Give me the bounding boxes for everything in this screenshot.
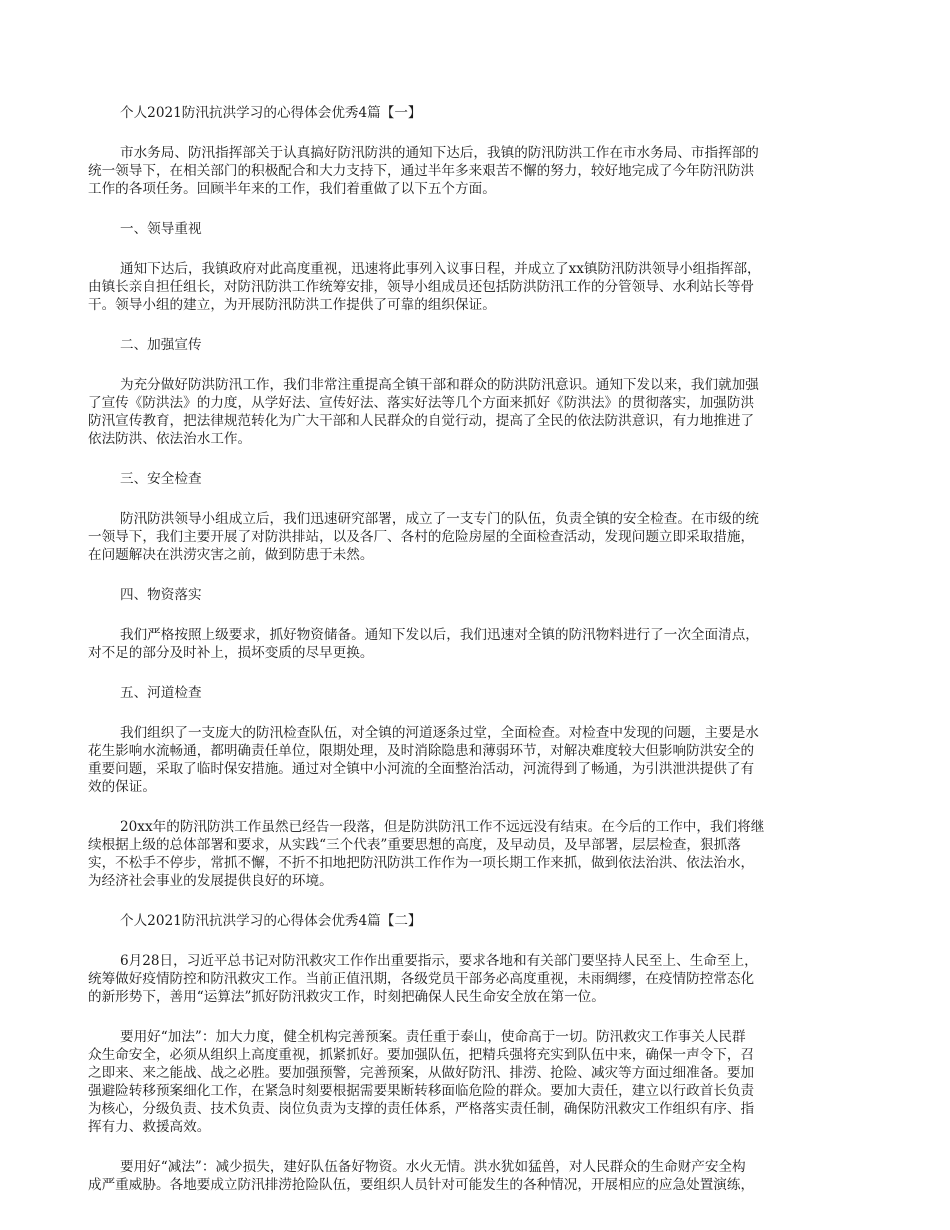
section-title: 个人2021防汛抗洪学习的心得体会优秀4篇【一】 xyxy=(120,105,422,121)
paragraph-line: 依法防洪、依法治水工作。 xyxy=(88,431,252,447)
paragraph-line: 花生影响水流畅通，都明确责任单位，限期处理，及时消除隐患和薄弱环节，对解决难度较大但影响防洪安全的 xyxy=(88,743,755,759)
paragraph-line: 我们组织了一支庞大的防汛检查队伍，对全镇的河道逐条过堂，全面检查。对检查中发现的问题，主要是水 xyxy=(120,725,759,741)
paragraph-line: 挥有力、救援高效。 xyxy=(88,1119,211,1135)
paragraph-line: 由镇长亲自担任组长，对防汛防洪工作统筹安排，领导小组成员还包括防洪防汛工作的分管领导、水利站长等骨 xyxy=(88,279,755,295)
paragraph-line: 市水务局、防汛指挥部关于认真搞好防汛防洪的通知下达后，我镇的防汛防洪工作在市水务局、市指挥部的 xyxy=(120,145,759,161)
paragraph-line: 之即来、来之能战、战之必胜。要加强预警，完善预案，从做好防汛、排涝、抢险、减灾等方面过细准备。要加 xyxy=(88,1065,755,1081)
paragraph xyxy=(88,144,852,198)
paragraph xyxy=(88,1158,852,1194)
paragraph-line: 通知下达后，我镇政府对此高度重视，迅速将此事列入议事日程，并成立了xx镇防汛防洪领导小组指挥部， xyxy=(120,261,761,277)
paragraph-line: 6月28日，习近平总书记对防汛救灾工作作出重要指示，要求各地和有关部门要坚持人民至上、生命至上， xyxy=(120,953,758,969)
section-heading: 三、安全检查 xyxy=(120,471,202,487)
paragraph-line: 实，不松手不停步，常抓不懈，不折不扣地把防汛防洪工作作为一项长期工作来抓，做到依法治洪、依法治水， xyxy=(88,855,755,871)
paragraph-line: 为充分做好防洪防汛工作，我们非常注重提高全镇干部和群众的防洪防汛意识。通知下发以来，我们就加强 xyxy=(120,377,759,393)
paragraph-line: 干。领导小组的建立，为开展防汛防洪工作提供了可靠的组织保证。 xyxy=(88,297,496,313)
paragraph-line: 续根据上级的总体部署和要求，从实践“三个代表”重要思想的高度，及早动员，及早部署，层层检查，狠抓落 xyxy=(88,837,741,853)
paragraph-line: 我们严格按照上级要求，抓好物资储备。通知下发以后，我们迅速对全镇的防汛物料进行了一次全面清点， xyxy=(120,627,759,643)
paragraph xyxy=(88,260,852,314)
section-heading: 四、物资落实 xyxy=(120,587,202,603)
paragraph-line: 众生命安全，必须从组织上高度重视，抓紧抓好。要加强队伍，把精兵强将充实到队伍中来，确保一声令下，召 xyxy=(88,1047,755,1063)
paragraph xyxy=(88,510,852,564)
paragraph xyxy=(88,724,852,796)
paragraph-line: 效的保证。 xyxy=(88,779,156,795)
paragraph xyxy=(88,818,852,890)
paragraph xyxy=(88,1028,852,1136)
section-heading: 二、加强宣传 xyxy=(120,337,202,353)
paragraph-line: 了宣传《防洪法》的力度，从学好法、宣传好法、落实好法等几个方面来抓好《防洪法》的贯彻落实，加强防洪 xyxy=(88,395,755,411)
paragraph-line: 防汛防洪领导小组成立后，我们迅速研究部署，成立了一支专门的队伍，负责全镇的安全检查。在市级的统 xyxy=(120,511,759,527)
paragraph-line: 统一领导下，在相关部门的积极配合和大力支持下，通过半年多来艰苦不懈的努力，较好地完成了今年防汛防洪 xyxy=(88,163,755,179)
paragraph-line: 在问题解决在洪涝灾害之前，做到防患于未然。 xyxy=(88,547,374,563)
paragraph xyxy=(88,376,852,448)
paragraph-line: 要用好“减法”：减少损失，建好队伍备好物资。水火无情。洪水犹如猛兽，对人民群众的生命财产安全构 xyxy=(120,1159,746,1175)
paragraph-line: 要用好“加法”：加大力度，健全机构完善预案。责任重于泰山，使命高于一切。防汛救灾工作事关人民群 xyxy=(120,1029,746,1045)
paragraph-line: 一领导下，我们主要开展了对防洪排站，以及各厂、各村的危险房屋的全面检查活动，发现问题立即采取措施， xyxy=(88,529,755,545)
paragraph-line: 防汛宣传教育，把法律规范转化为广大干部和人民群众的自觉行动，提高了全民的依法防洪意识，有力地推进了 xyxy=(88,413,755,429)
paragraph-line: 工作的各项任务。回顾半年来的工作，我们着重做了以下五个方面。 xyxy=(88,181,496,197)
paragraph-line: 强避险转移预案细化工作，在紧急时刻要根据需要果断转移面临危险的群众。要加大责任，建立以行政首长负责 xyxy=(88,1083,755,1099)
paragraph-line: 对不足的部分及时补上，损坏变质的尽早更换。 xyxy=(88,645,374,661)
paragraph-line: 重要问题，采取了临时保安措施。通过对全镇中小河流的全面整治活动，河流得到了畅通，为引洪泄洪提供了有 xyxy=(88,761,755,777)
paragraph-line: 为经济社会事业的发展提供良好的环境。 xyxy=(88,873,333,889)
paragraph xyxy=(88,952,852,1006)
section-title: 个人2021防汛抗洪学习的心得体会优秀4篇【二】 xyxy=(120,913,422,929)
paragraph xyxy=(88,626,852,662)
document-page xyxy=(88,104,852,1216)
paragraph-line: 的新形势下，善用“运算法”抓好防汛救灾工作，时刻把确保人民生命安全放在第一位。 xyxy=(88,989,605,1005)
section-heading: 一、领导重视 xyxy=(120,221,202,237)
paragraph-line: 统筹做好疫情防控和防汛救灾工作。当前正值汛期，各级党员干部务必高度重视，未雨绸缪，在疫情防控常态化 xyxy=(88,971,755,987)
paragraph-line: 20xx年的防汛防洪工作虽然已经告一段落，但是防洪防汛工作不远远没有结束。在今后的工作中，我们将继 xyxy=(120,819,765,835)
section-heading: 五、河道检查 xyxy=(120,685,202,701)
paragraph-line: 成严重威胁。各地要成立防汛排涝抢险队伍，要组织人员针对可能发生的各种情况，开展相应的应急处置演练， xyxy=(88,1177,755,1193)
paragraph-line: 为核心，分级负责、技术负责、岗位负责为支撑的责任体系，严格落实责任制，确保防汛救灾工作组织有序、指 xyxy=(88,1101,755,1117)
